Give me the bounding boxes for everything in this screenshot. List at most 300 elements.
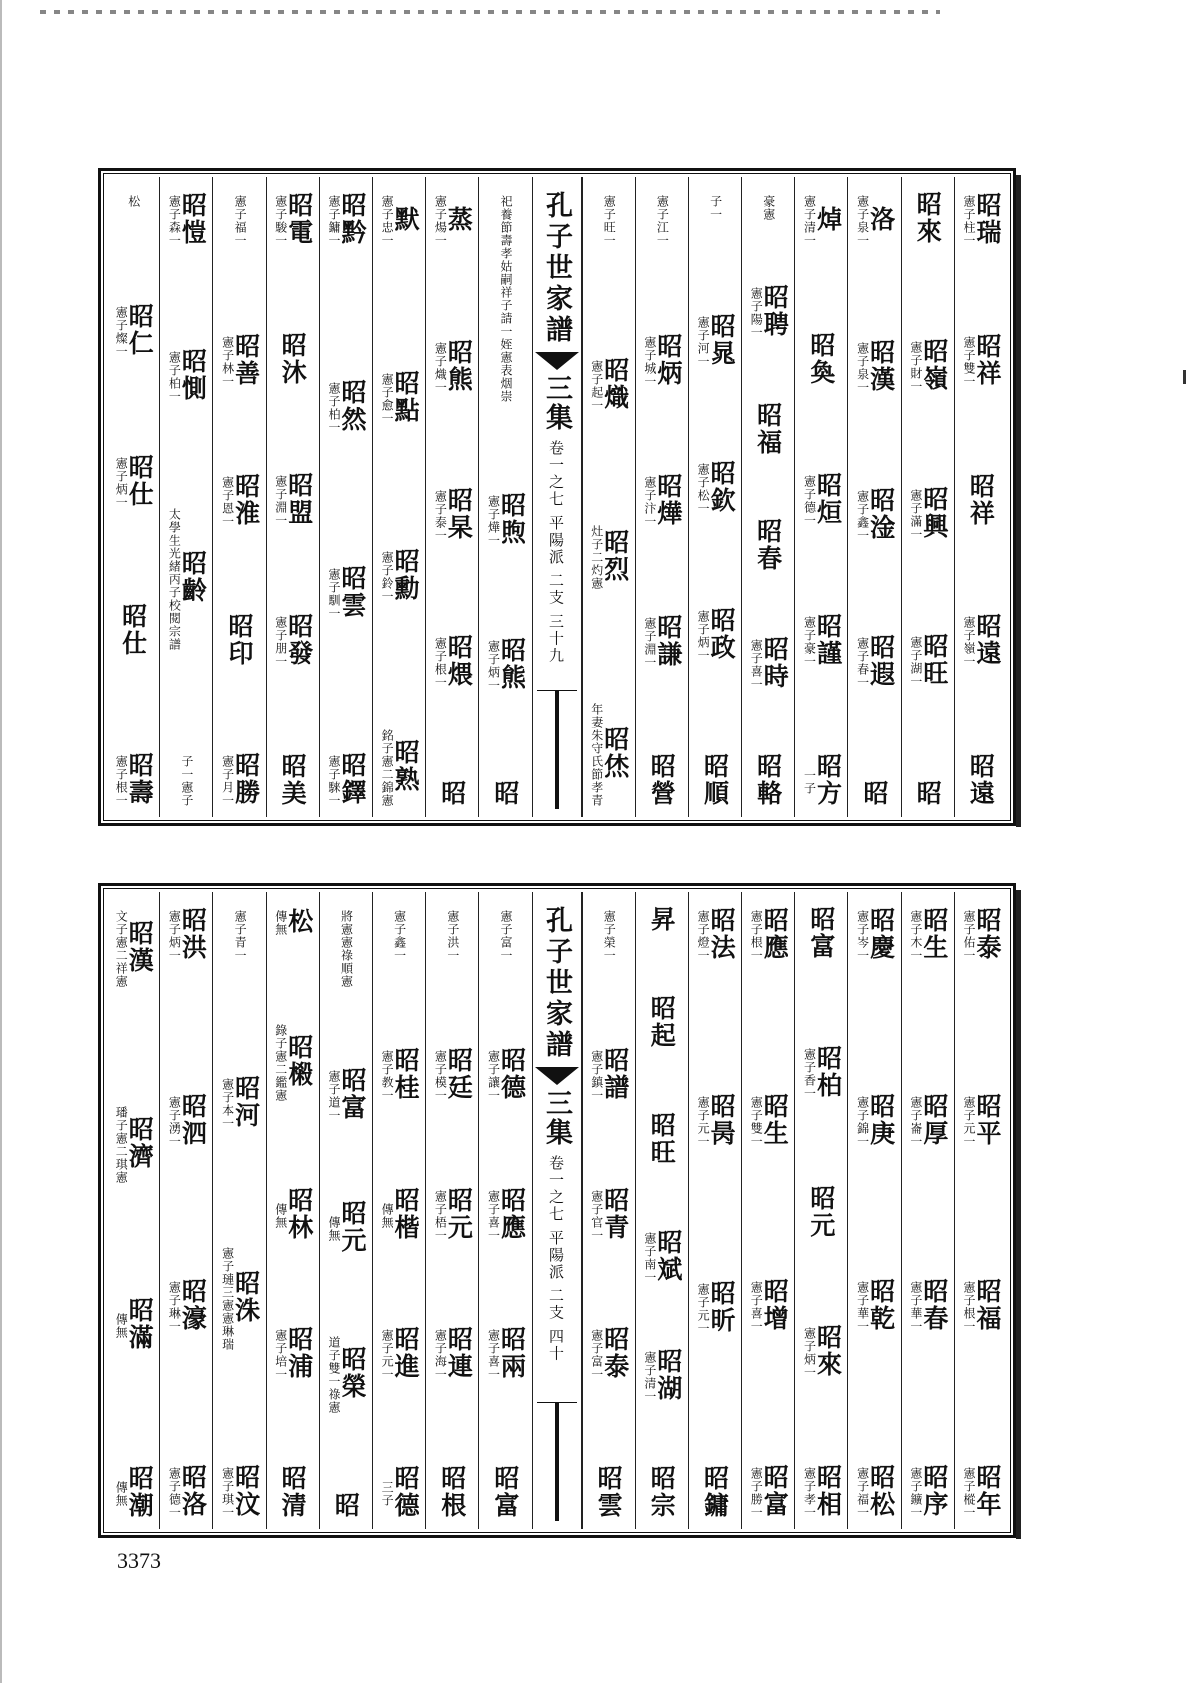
person-name: 昭烈 <box>600 528 630 583</box>
fishtail-mark-icon <box>535 352 579 370</box>
person-name: 昭 <box>331 1492 361 1519</box>
person-name: 昭印 <box>224 612 254 667</box>
lineage-note: 憲子炳一 <box>114 456 129 509</box>
genealogy-entry <box>490 779 520 807</box>
person-name: 昭瑞 <box>973 192 1002 246</box>
person-name: 昭 <box>860 780 890 807</box>
genealogy-column <box>478 177 531 817</box>
person-name: 松 <box>284 907 314 935</box>
person-name: 昭泰 <box>973 907 1002 961</box>
person-name: 昭法 <box>707 907 737 961</box>
person-name: 昭清 <box>278 1465 308 1519</box>
lineage-note: 傳無 <box>273 910 288 936</box>
genealogy-entry <box>962 1463 1000 1519</box>
genealogy-entry <box>114 751 155 807</box>
lineage-note: 憲子華一 <box>908 1281 923 1334</box>
person-name: 昭熾 <box>600 357 630 411</box>
genealogy-column <box>478 892 531 1529</box>
genealogy-entry <box>806 906 836 960</box>
collection-label: 三集 <box>541 1089 572 1147</box>
page-number: 3373 <box>117 1548 161 1573</box>
genealogy-entry <box>278 1465 308 1519</box>
lineage-note: 憲子豪一 <box>802 616 817 668</box>
person-name: 昭惻 <box>178 348 208 403</box>
person-name: 昭德 <box>391 1465 421 1519</box>
genealogy-entry <box>437 780 467 807</box>
person-name: 昭富 <box>760 1463 790 1518</box>
genealogy-entry <box>700 753 730 807</box>
person-name: 昭煦 <box>497 492 527 547</box>
lineage-note: 憲子汴一 <box>642 476 657 528</box>
lineage-note: 憲子德一 <box>167 1466 182 1519</box>
person-name: 昭善 <box>231 332 261 387</box>
lineage-note: 憲子泉一 <box>855 342 870 395</box>
lineage-note: 憲子洪一 <box>445 910 460 962</box>
genealogy-entry <box>590 699 628 807</box>
person-name: 昭慶 <box>866 907 896 961</box>
genealogy-entry <box>114 1102 155 1184</box>
lineage-note: 憲子元一 <box>380 1328 395 1381</box>
lineage-note: 憲子滿一 <box>908 488 923 541</box>
person-name: 昭順 <box>700 753 730 807</box>
person-name: 昭桂 <box>391 1047 421 1102</box>
genealogy-entry <box>749 1277 790 1334</box>
person-name: 昭遠 <box>973 613 1002 667</box>
lineage-note: 憲子福一 <box>233 195 248 247</box>
person-name: 昭 <box>913 780 943 807</box>
genealogy-entry <box>224 612 254 667</box>
genealogy-entry <box>749 1463 790 1519</box>
genealogy-entry <box>331 1492 361 1519</box>
lineage-note: 豪憲 <box>761 195 776 221</box>
lineage-note: 憲子樅一 <box>962 1466 976 1519</box>
person-name: 昭 <box>437 780 467 807</box>
lineage-note: 憲子元一 <box>696 1096 711 1149</box>
person-name: 昭漢 <box>866 339 896 394</box>
person-name: 昇 <box>647 906 677 933</box>
person-name: 昭謹 <box>813 613 843 667</box>
genealogy-entry <box>274 1020 312 1102</box>
genealogy-entry <box>220 332 261 388</box>
lineage-note: 憲子琳一 <box>167 1281 182 1334</box>
person-name: 昭嶺 <box>919 337 949 392</box>
lineage-note: 憲子梧一 <box>433 1189 448 1242</box>
lineage-note: 憲子喜一 <box>486 1329 501 1382</box>
genealogy-entry <box>392 906 405 962</box>
lineage-note: 憲子鑫一 <box>855 489 870 542</box>
lineage-note: 年妻朱守氏節孝青 <box>589 703 604 807</box>
genealogy-entry <box>962 191 1000 247</box>
genealogy-entry <box>647 753 677 807</box>
genealogy-entry <box>802 1463 843 1519</box>
lineage-note: 憲子松一 <box>696 463 711 515</box>
lineage-note: 憲子旺一 <box>602 195 617 247</box>
lineage-note: 憲子鑛一 <box>908 1466 923 1519</box>
genealogy-entry <box>700 1464 730 1519</box>
genealogy-entry <box>696 1092 737 1149</box>
person-name: 昭愷 <box>178 192 208 246</box>
person-name: 昭烜 <box>813 472 843 526</box>
lineage-note: 憲子江一 <box>655 195 670 247</box>
lineage-note: 傳無 <box>380 1202 395 1229</box>
person-name: 昭雲 <box>594 1465 624 1519</box>
lineage-note: 憲子富一 <box>589 1329 604 1382</box>
lineage-note: 憲子青一 <box>233 910 248 962</box>
genealogy-entry <box>437 1465 467 1519</box>
genealogy-column <box>319 892 372 1529</box>
genealogy-entry <box>220 1463 261 1519</box>
genealogy-entry <box>643 1347 681 1403</box>
genealogy-column <box>847 177 900 817</box>
lineage-note: 憲子元一 <box>696 1282 711 1335</box>
lineage-note: 憲子恩一 <box>220 476 235 528</box>
person-name: 昭點 <box>391 370 421 424</box>
lineage-note: 文子憲二祥憲 <box>114 910 129 988</box>
genealogy-entry <box>855 1092 896 1148</box>
person-name: 昭輅 <box>753 752 783 807</box>
lineage-note: 傳無 <box>326 1216 341 1242</box>
lineage-note: 憲子月一 <box>220 755 235 807</box>
genealogy-entry <box>802 612 843 668</box>
person-name: 昭應 <box>497 1186 527 1241</box>
person-name: 昭晁 <box>707 313 737 367</box>
person-name: 昭燁 <box>653 473 683 527</box>
person-name: 昭春 <box>753 518 783 573</box>
genealogy-entry <box>274 612 312 668</box>
person-name: 昭勳 <box>391 548 421 602</box>
book-spine-label <box>532 892 582 1529</box>
person-name: 昭勝 <box>231 752 261 806</box>
person-name: 昭松 <box>866 1463 896 1518</box>
genealogy-entry <box>114 906 155 988</box>
genealogy-entry <box>962 1277 1000 1333</box>
person-name: 昭熟 <box>391 739 421 793</box>
genealogy-column <box>901 177 954 817</box>
person-name: 焯 <box>813 205 843 233</box>
genealogy-entry <box>433 338 474 395</box>
genealogy-entry <box>114 1297 155 1352</box>
genealogy-entry <box>127 191 140 208</box>
genealogy-entry <box>590 1046 628 1102</box>
genealogy-entry <box>220 751 261 807</box>
genealogy-entry <box>696 606 737 662</box>
lineage-note: 松 <box>126 195 141 208</box>
genealogy-column <box>159 892 212 1529</box>
genealogy-panel-upper <box>98 168 1016 826</box>
genealogy-entry <box>278 332 308 386</box>
genealogy-entry <box>802 1044 843 1101</box>
person-name: 昭齡 <box>178 550 208 605</box>
genealogy-entry <box>966 473 996 527</box>
lineage-note: 憲子福一 <box>855 1466 870 1519</box>
genealogy-entry <box>753 518 783 573</box>
person-name: 昭漢 <box>125 920 155 974</box>
genealogy-entry <box>749 1092 790 1148</box>
genealogy-entry <box>433 633 474 689</box>
lineage-note: 憲子培一 <box>273 1328 288 1381</box>
lineage-note: 憲子愈一 <box>380 373 395 425</box>
lineage-note: 憲子根一 <box>962 1281 976 1334</box>
genealogy-entry <box>602 191 615 247</box>
person-name: 昭青 <box>600 1186 630 1241</box>
genealogy-entry <box>806 332 836 386</box>
genealogy-entry <box>909 632 947 688</box>
collection-label: 三集 <box>541 374 572 432</box>
person-name: 洛 <box>866 205 896 233</box>
genealogy-entry <box>962 1092 1000 1148</box>
scan-right-mark <box>1183 370 1186 384</box>
person-name: 昭政 <box>707 607 737 661</box>
person-name: 昭旺 <box>647 1111 677 1166</box>
person-name: 昭樧 <box>284 1034 314 1089</box>
genealogy-panel-lower <box>98 883 1016 1538</box>
person-name: 昭杲 <box>444 486 474 541</box>
person-name: 昭柏 <box>813 1045 843 1100</box>
genealogy-entry <box>380 1465 421 1519</box>
lineage-note: 憲子柏一 <box>326 381 341 434</box>
genealogy-entry <box>486 636 527 692</box>
person-name: 昭炳 <box>653 332 683 387</box>
genealogy-entry <box>909 1463 947 1519</box>
genealogy-entry <box>180 751 193 807</box>
genealogy-entry <box>167 347 208 404</box>
person-name: 昭遠 <box>966 753 996 807</box>
genealogy-entry <box>486 1325 527 1382</box>
person-name: 昭祥 <box>966 473 996 527</box>
genealogy-entry <box>167 504 208 651</box>
person-name: 昭電 <box>284 192 314 246</box>
genealogy-entry <box>278 753 308 807</box>
lineage-note: 憲子錦一 <box>855 1095 870 1148</box>
person-name: 昭乾 <box>866 1278 896 1333</box>
lineage-note: 憲子根一 <box>433 636 448 689</box>
genealogy-entry <box>855 486 896 542</box>
lineage-note: 憲子香一 <box>802 1048 817 1101</box>
lineage-note: 憲子鎮一 <box>589 1049 604 1102</box>
genealogy-entry <box>696 1279 737 1335</box>
person-name: 昭奐 <box>806 332 836 386</box>
lineage-note: 憲子喜一 <box>486 1189 501 1242</box>
lineage-note: 傳無 <box>114 1480 129 1507</box>
genealogy-entry <box>114 453 155 509</box>
genealogy-entry <box>327 378 365 434</box>
genealogy-entry <box>753 401 783 456</box>
scan-top-artifact <box>40 10 940 14</box>
genealogy-entry <box>806 1184 836 1239</box>
genealogy-entry <box>327 1066 365 1122</box>
person-name: 昭湖 <box>653 1347 683 1402</box>
person-name: 昭庚 <box>866 1092 896 1147</box>
genealogy-entry <box>966 753 996 807</box>
person-name: 昭營 <box>647 753 677 807</box>
genealogy-entry <box>433 191 474 247</box>
genealogy-entry <box>708 191 721 221</box>
person-name: 昭昕 <box>707 1279 737 1334</box>
genealogy-entry <box>486 1046 527 1102</box>
genealogy-entry <box>274 906 312 936</box>
person-name: 昭厚 <box>919 1092 949 1147</box>
person-name: 昭興 <box>919 485 949 540</box>
genealogy-entry <box>913 780 943 807</box>
spine-bar <box>555 691 559 809</box>
lineage-note: 憲子鈴一 <box>380 551 395 603</box>
genealogy-column <box>635 892 688 1529</box>
genealogy-entry <box>696 459 737 515</box>
person-name: 昭洛 <box>178 1463 208 1518</box>
volume-info: 卷一之七 平陽派 二支 三十九 <box>547 440 565 665</box>
genealogy-entry <box>696 312 737 368</box>
person-name: 昭鏞 <box>700 1464 730 1519</box>
person-name: 昭時 <box>760 635 790 690</box>
genealogy-column <box>954 177 1007 817</box>
genealogy-entry <box>590 1325 628 1381</box>
lineage-note: 憲子城一 <box>642 335 657 388</box>
genealogy-entry <box>433 1186 474 1242</box>
genealogy-column <box>425 892 478 1529</box>
genealogy-entry <box>327 564 365 620</box>
lineage-note: 將憲憲祿順憲 <box>339 910 354 988</box>
lineage-note: 憲子林一 <box>220 335 235 388</box>
lineage-note: 一子 <box>802 769 817 795</box>
lineage-note: 憲子榮一 <box>602 910 617 962</box>
genealogy-entry <box>380 1325 421 1381</box>
genealogy-column <box>372 177 425 817</box>
genealogy-entry <box>233 906 246 962</box>
lineage-note: 憲子清一 <box>802 195 817 247</box>
genealogy-column <box>635 177 688 817</box>
person-name: 昭譜 <box>600 1046 630 1101</box>
scan-left-edge <box>0 0 2 1683</box>
person-name: 昭楷 <box>391 1186 421 1241</box>
person-name: 昭元 <box>444 1186 474 1241</box>
person-name: 昭富 <box>337 1067 367 1121</box>
genealogy-entry <box>962 332 1000 388</box>
lineage-note: 憲子燦一 <box>114 306 129 359</box>
genealogy-entry <box>433 1325 474 1382</box>
person-name: 昭仕 <box>118 602 148 657</box>
person-name: 昭富 <box>806 906 836 960</box>
person-name: 昭來 <box>913 191 943 245</box>
lineage-note: 憲子起一 <box>589 360 604 412</box>
book-title: 孔子世家譜 <box>541 906 572 1061</box>
person-name: 昭仕 <box>125 453 155 508</box>
person-name: 昭兩 <box>497 1326 527 1381</box>
genealogy-entry <box>327 751 365 807</box>
book-spine-label <box>532 177 582 817</box>
genealogy-entry <box>590 1186 628 1242</box>
person-name: 昭泰 <box>600 1326 630 1381</box>
person-name: 蒸 <box>444 205 474 233</box>
genealogy-column <box>954 892 1007 1529</box>
lineage-note: 子一憲子 <box>179 754 194 807</box>
person-name: 昭進 <box>391 1325 421 1380</box>
lineage-note: 憲子炳一 <box>486 639 501 692</box>
lineage-note: 憲子根一 <box>749 910 764 962</box>
person-name: 昭鐸 <box>337 751 367 806</box>
person-name: 昭旺 <box>919 633 949 688</box>
person-name: 昭熊 <box>444 339 474 394</box>
genealogy-entry <box>590 521 628 590</box>
column-container <box>107 177 1007 817</box>
lineage-note: 憲子嶺一 <box>962 616 976 668</box>
genealogy-entry <box>643 332 681 388</box>
person-name: 昭美 <box>278 753 308 807</box>
genealogy-entry <box>167 1277 208 1334</box>
person-name: 昭富 <box>490 1465 520 1519</box>
person-name: 昭元 <box>806 1184 836 1239</box>
lineage-note: 道子雙一祿憲 <box>326 1336 341 1414</box>
lineage-note: 憲子喜一 <box>749 1281 764 1334</box>
person-name: 昭生 <box>760 1092 790 1147</box>
genealogy-column <box>794 892 847 1529</box>
genealogy-entry <box>167 191 208 247</box>
person-name: 昭 <box>490 779 520 807</box>
genealogy-entry <box>602 906 615 962</box>
lineage-note: 憲子淵一 <box>273 475 288 527</box>
person-name: 昭宗 <box>647 1464 677 1519</box>
lineage-note: 憲子琪一 <box>220 1466 235 1519</box>
book-title: 孔子世家譜 <box>541 191 572 346</box>
person-name: 昭榮 <box>337 1346 367 1400</box>
person-name: 昭根 <box>437 1465 467 1519</box>
genealogy-column <box>425 177 478 817</box>
genealogy-entry <box>962 612 1000 668</box>
genealogy-column <box>107 177 159 817</box>
genealogy-entry <box>647 1464 677 1519</box>
person-name: 昭汶 <box>231 1463 261 1518</box>
person-name: 昭烋 <box>600 726 630 780</box>
genealogy-entry <box>380 547 421 603</box>
genealogy-entry <box>749 906 790 962</box>
genealogy-entry <box>118 602 148 657</box>
genealogy-entry <box>749 635 790 691</box>
lineage-note: 灶子二灼憲 <box>589 525 604 590</box>
lineage-note: 憲子春一 <box>855 636 870 689</box>
genealogy-entry <box>327 1332 365 1414</box>
lineage-note: 三子 <box>380 1481 395 1507</box>
genealogy-entry <box>647 906 677 933</box>
lineage-note: 憲子燈一 <box>696 910 711 962</box>
genealogy-entry <box>274 1187 312 1241</box>
genealogy-column <box>794 177 847 817</box>
genealogy-entry <box>114 1464 155 1519</box>
column-container <box>107 892 1007 1529</box>
person-name: 昭黔 <box>337 192 367 246</box>
lineage-note: 憲子駿一 <box>273 195 288 247</box>
lineage-note: 憲子崙一 <box>908 1095 923 1148</box>
genealogy-column <box>107 892 159 1529</box>
person-name: 昭起 <box>647 995 677 1050</box>
genealogy-entry <box>860 780 890 807</box>
person-name: 昭欽 <box>707 460 737 514</box>
genealogy-entry <box>855 191 896 247</box>
genealogy-entry <box>855 1277 896 1334</box>
person-name: 昭應 <box>760 907 790 961</box>
genealogy-entry <box>499 191 512 403</box>
lineage-note: 太學生光緒丙子校閱宗譜 <box>167 507 182 651</box>
person-name: 昭序 <box>919 1463 949 1518</box>
genealogy-entry <box>274 1325 312 1381</box>
genealogy-entry <box>802 191 843 247</box>
volume-info: 卷一之七 平陽派 二支 四十 <box>547 1155 565 1363</box>
genealogy-entry <box>802 1323 843 1379</box>
lineage-note: 憲子炳一 <box>696 610 711 662</box>
genealogy-entry <box>327 191 365 247</box>
genealogy-entry <box>762 191 775 221</box>
lineage-note: 憲子官一 <box>589 1189 604 1242</box>
genealogy-entry <box>339 906 352 988</box>
person-name: 昭方 <box>813 753 843 807</box>
